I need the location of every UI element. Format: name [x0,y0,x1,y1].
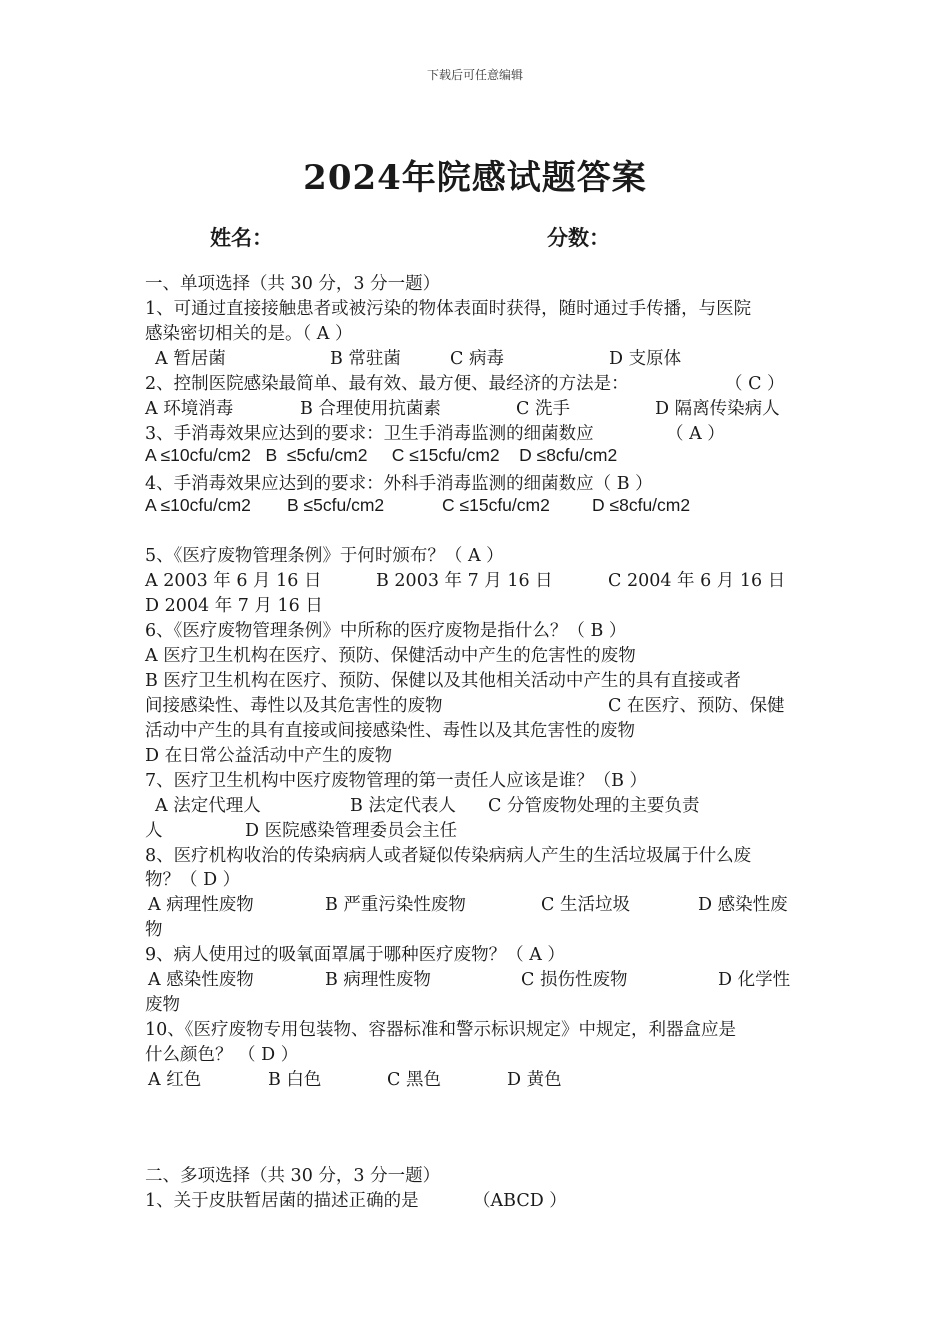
q2-text-line1: 2、控制医院感染最简单、最有效、最方便、最经济的方法是： [145,374,629,394]
q2-answer: （ C ） [725,374,785,394]
q8-option-b: B 严重污染性废物 [325,895,466,915]
q10-option-d: D 黄色 [507,1070,562,1090]
q2-option-d: D 隔离传染病人 [655,399,780,419]
page-title: 2024年院感试题答案 [303,158,647,198]
q1-option-c: C 病毒 [450,349,504,369]
q7-text-line1: 7、医疗卫生机构中医疗废物管理的第一责任人应该是谁？（B ） [145,771,648,791]
q2-option-b: B 合理使用抗菌素 [300,399,441,419]
q10-text-line1: 10、《医疗废物专用包装物、容器标准和警示标识规定》中规定，利器盒应是 [145,1020,737,1040]
q6-option-b-line1: B 医疗卫生机构在医疗、预防、保健以及其他相关活动中产生的具有直接或者 [145,671,741,691]
q5-option-b: B 2003 年 7 月 16 日 [376,571,553,591]
q3-options: A ≤10cfu/cm2 B ≤5cfu/cm2 C ≤15cfu/cm2 D ≤8cfu/cm2 [145,445,618,465]
q7-option-b: B 法定代表人 [350,796,456,816]
q2-option-a: A 环境消毒 [145,399,234,419]
s2-q1-text: 1、关于皮肤暂居菌的描述正确的是 [145,1191,419,1211]
header-note: 下载后可任意编辑 [426,68,523,82]
section2-heading: 二、多项选择（共 30 分，3 分一题） [145,1166,441,1186]
q1-option-a: A 暂居菌 [155,349,226,369]
q6-text-line1: 6、《医疗废物管理条例》中所称的医疗废物是指什么？（ B ） [145,621,627,641]
q10-text-line2: 什么颜色？ （ D ） [145,1045,299,1065]
q3-text-line1: 3、手消毒效果应达到的要求：卫生手消毒监测的细菌数应 [145,424,594,444]
q9-option-b: B 病理性废物 [325,970,431,990]
q9-text-line1: 9、病人使用过的吸氧面罩属于哪种医疗废物？（ A ） [145,945,565,965]
q8-text-line2: 物？（ D ） [145,870,241,890]
q6-option-a: A 医疗卫生机构在医疗、预防、保健活动中产生的危害性的废物 [145,646,636,666]
q5-option-a: A 2003 年 6 月 16 日 [145,571,322,591]
s2-q1-answer: （ABCD ） [473,1191,567,1211]
q6-option-d: D 在日常公益活动中产生的废物 [145,746,393,766]
q3-answer: （ A ） [666,424,725,444]
q7-option-c-cont: 人 [145,821,163,841]
q1-text-line2: 感染密切相关的是。（ A ） [145,324,353,344]
q8-option-d: D 感染性废 [698,895,788,915]
q10-option-c: C 黑色 [387,1070,441,1090]
q10-option-b: B 白色 [268,1070,322,1090]
q9-option-c: C 损伤性废物 [521,970,628,990]
q6-option-c-line2: 活动中产生的具有直接或间接感染性、毒性以及其危害性的废物 [145,721,635,741]
q4-text-line1: 4、手消毒效果应达到的要求：外科手消毒监测的细菌数应（ B ） [145,474,653,494]
q7-option-c: C 分管废物处理的主要负责 [488,796,700,816]
q4-option-a: A ≤10cfu/cm2 [145,495,251,515]
q2-option-c: C 洗手 [516,399,570,419]
q7-option-d: D 医院感染管理委员会主任 [245,821,458,841]
q8-option-d-cont: 物 [145,920,163,940]
q5-option-d: D 2004 年 7 月 16 日 [145,596,323,616]
q4-option-d: D ≤8cfu/cm2 [592,495,691,515]
q8-text-line1: 8、医疗机构收治的传染病病人或者疑似传染病病人产生的生活垃圾属于什么废 [145,846,752,866]
q9-option-a: A 感染性废物 [148,970,254,990]
q1-option-d: D 支原体 [609,349,682,369]
q6-option-b-line2: 间接感染性、毒性以及其危害性的废物 [145,696,443,716]
section1-heading: 一、单项选择（共 30 分，3 分一题） [145,274,441,294]
q4-option-b: B ≤5cfu/cm2 [287,495,385,515]
score-label: 分数： [547,225,610,250]
q6-option-c-line1: C 在医疗、预防、保健 [608,696,785,716]
q10-option-a: A 红色 [148,1070,202,1090]
name-label: 姓名： [210,225,273,250]
q8-option-a: A 病理性废物 [148,895,254,915]
q1-option-b: B 常驻菌 [330,349,401,369]
q5-option-c: C 2004 年 6 月 16 日 [608,571,786,591]
q5-text-line1: 5、《医疗废物管理条例》于何时颁布？（ A ） [145,546,504,566]
q4-option-c: C ≤15cfu/cm2 [442,495,550,515]
q7-option-a: A 法定代理人 [155,796,261,816]
q9-option-d: D 化学性 [718,970,791,990]
q8-option-c: C 生活垃圾 [541,895,630,915]
q9-option-d-cont: 废物 [145,995,180,1015]
q1-text-line1: 1、可通过直接接触患者或被污染的物体表面时获得，随时通过手传播，与医院 [145,299,752,319]
